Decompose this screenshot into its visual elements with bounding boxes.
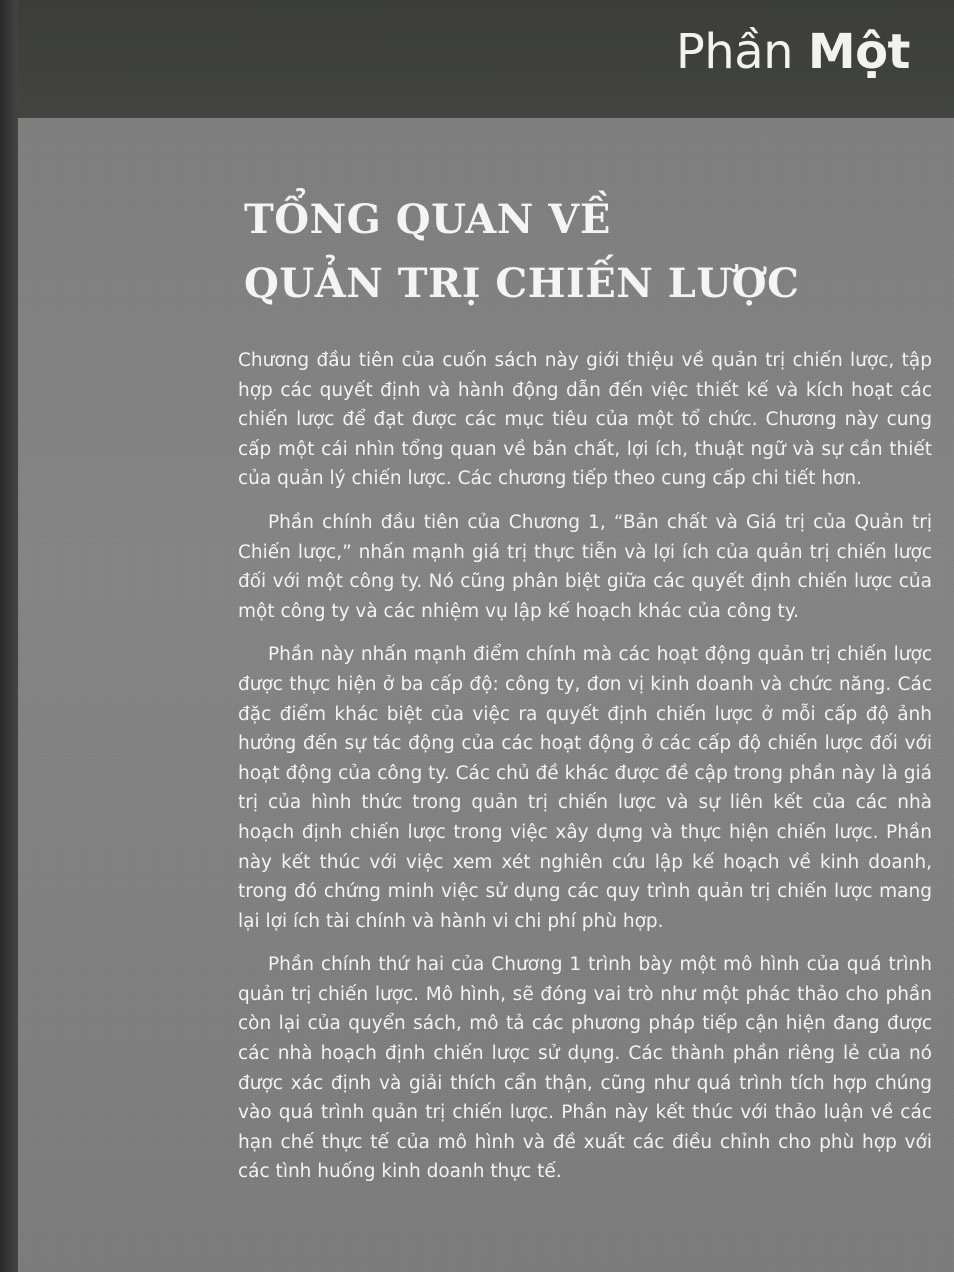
part-label-number: Một: [807, 24, 910, 80]
paragraph-1: Chương đầu tiên của cuốn sách này giới thiệu về quản trị chiến lược, tập hợp các quyết định và hành động dẫn đến việc thiết kế và kích hoạt các chiến lược để đạt được các mục tiêu của một tổ chức. Chương này cung cấp một cái nhìn tổng quan về bản chất, lợi ích, thuật ngữ và sự cần thiết của quản lý chiến lược. Các chương tiếp theo cung cấp chi tiết hơn.: [238, 350, 932, 490]
paragraph-3: Phần này nhấn mạnh điểm chính mà các hoạt động quản trị chiến lược được thực hiện ở ba cấp độ: công ty, đơn vị kinh doanh và chức năng. Các đặc điểm khác biệt của việc ra quyết định chiến lược ở mỗi cấp độ ảnh hưởng đến sự tác động của các hoạt động ở các cấp độ chiến lược đối với hoạt động của công ty. Các chủ đề khác được đề cập trong phần này là giá trị của hình thức trong quản trị chiến lược và sự liên kết của các nhà hoạch định chiến lược trong việc xây dựng và thực hiện chiến lược. Phần này kết thúc với việc xem xét nghiên cứu lập kế hoạch về kinh doanh, trong đó chứng minh việc sử dụng các quy trình quản trị chiến lược mang lại lợi ích tài chính và hành vi chi phí phù hợp.: [238, 644, 932, 932]
paragraph-4: Phần chính thứ hai của Chương 1 trình bày một mô hình của quá trình quản trị chiến lược. Mô hình, sẽ đóng vai trò như một phác thảo cho phần còn lại của quyển sách, mô tả các phương pháp tiếp cận hiện đang được các nhà hoạch định chiến lược sử dụng. Các thành phần riêng lẻ của nó được xác định và giải thích cẩn thận, cũng như quá trình tích hợp chúng vào quá trình quản trị chiến lược. Phần này kết thúc với thảo luận về các hạn chế thực tế của mô hình và đề xuất các điều chỉnh cho phù hợp với các tình huống kinh doanh thực tế.: [238, 954, 932, 1183]
paragraph-2: Phần chính đầu tiên của Chương 1, “Bản chất và Giá trị của Quản trị Chiến lược,” nhấn mạnh giá trị thực tiễn và lợi ích của quản trị chiến lược đối với một công ty. Nó cũng phân biệt giữa các quyết định chiến lược của một công ty và các nhiệm vụ lập kế hoạch khác của công ty.: [238, 511, 932, 622]
section-title: [244, 188, 799, 316]
book-page: [18, 0, 954, 1272]
section-title-line-2: QUẢN TRỊ CHIẾN LƯỢC: [244, 260, 800, 307]
section-title-line-1: TỔNG QUAN VỀ: [244, 196, 611, 243]
part-header-band: [18, 0, 954, 118]
part-label-word: Phần: [675, 24, 794, 80]
part-label: [676, 22, 910, 82]
body-text: [238, 346, 932, 1201]
book-left-edge: [0, 0, 20, 1272]
